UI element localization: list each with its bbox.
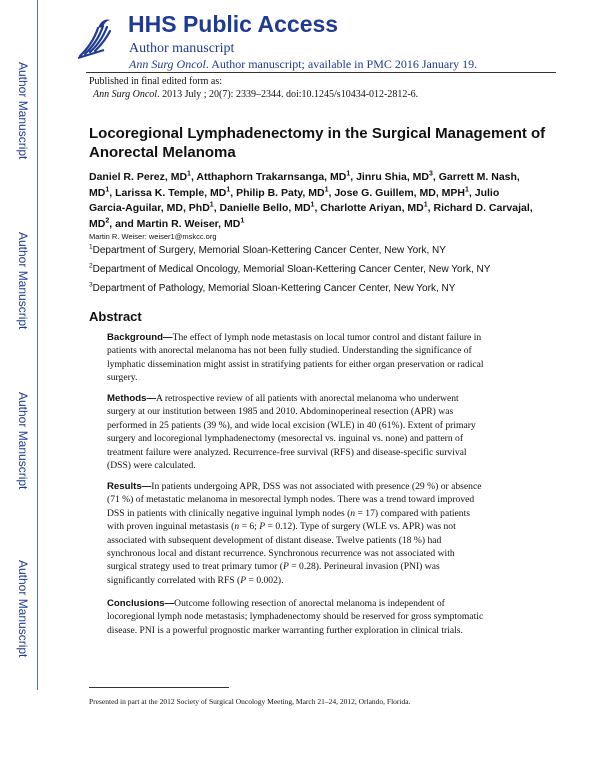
- text-run: MD: [89, 217, 106, 230]
- text-run: surgery.: [107, 372, 138, 384]
- footnote: Presented in part at the 2012 Society of Surgical Oncology Meeting, March 21–24, 2012, Orlando, Florida.: [89, 697, 411, 706]
- text-run: Outcome following resection of anorectal melanoma is independent of: [174, 598, 445, 609]
- italic-symbol: n: [350, 507, 356, 519]
- sidebar-author-manuscript-label: Author Manuscript: [16, 62, 30, 160]
- text-run: with proven inguinal metastasis (: [107, 521, 235, 533]
- affiliation-1: $^1$Department of Surgery, Memorial Sloan-Kettering Cancer Center, New York, NY: [89, 243, 446, 256]
- section-label: Results—: [107, 481, 152, 492]
- affiliation-2: $^2$Department of Medical Oncology, Memorial Sloan-Kettering Cancer Center, New York, NY: [89, 262, 491, 275]
- text-run: , Richard D. Carvajal,: [427, 202, 533, 214]
- text-run: surgery at our institution between 1985 and 2010. Abdominoperineal resection (APR) was: [107, 406, 454, 418]
- sidebar-divider: [37, 0, 38, 690]
- article-title-line: Locoregional Lymphadenectomy in the Surgical Management of: [89, 125, 546, 142]
- affiliation-superscript: 1: [240, 217, 245, 224]
- text-run: Garcia-Aguilar, MD, PhD: [89, 202, 210, 214]
- author-line: [89, 217, 564, 233]
- text-run: In patients undergoing APR, DSS was not associated with presence (29 %) or absence: [151, 481, 482, 492]
- sidebar-author-manuscript-label: Author Manuscript: [16, 232, 30, 330]
- affiliation-superscript: 1: [423, 201, 428, 209]
- italic-symbol: n: [234, 521, 240, 533]
- abstract-line: [107, 574, 557, 587]
- affiliation-superscript: 1: [346, 170, 351, 178]
- text-run: , Jose G. Guillem, MD, MPH: [328, 186, 466, 199]
- abstract-line: [107, 371, 557, 384]
- text-run: disease. PNI is a powerful prognostic marker warranting further exploration in clinical trials.: [107, 624, 463, 636]
- affiliation-superscript: 1: [324, 186, 329, 193]
- author-line: [89, 186, 564, 202]
- abstract-line: [107, 432, 557, 445]
- abstract-line: [107, 480, 557, 493]
- text-run: treatment failure were analyzed. Recurrence-free survival (RFS) and disease-specific survival: [107, 446, 467, 458]
- italic-symbol: P: [259, 521, 266, 533]
- journal-name: Ann Surg Oncol: [129, 57, 206, 71]
- text-run: performed in 25 patients (39 %), and wide local excision (WLE) in 40 (61%). Extent of primary: [107, 419, 476, 431]
- abstract-line: [107, 610, 557, 623]
- text-run: significantly correlated with RFS (: [107, 574, 241, 586]
- abstract-line: [107, 520, 557, 533]
- abstract-line: [107, 547, 557, 560]
- author-list: [89, 170, 564, 232]
- section-label: Conclusions—: [107, 598, 175, 609]
- text-run: , Philip B. Paty, MD: [230, 186, 325, 199]
- abstract-line: [107, 358, 557, 371]
- footnote-divider: [89, 687, 229, 688]
- affiliation-superscript: 1: [226, 186, 231, 193]
- text-run: locoregional lymph node metastasis; lymphadenectomy should be reserved for gross symptomatic: [107, 611, 484, 623]
- author-line: [89, 201, 564, 217]
- text-run: (DSS) were calculated.: [107, 459, 196, 471]
- abstract-line: [107, 459, 557, 472]
- journal-availability-line: [129, 57, 477, 72]
- affiliation-superscript: 1: [105, 186, 110, 193]
- text-run: surgery and locoregional lymphadenectomy (mesorectal vs. inguinal vs. none) and pattern of: [107, 433, 464, 445]
- abstract-line: [107, 534, 557, 547]
- text-run: = 6;: [239, 521, 260, 533]
- affiliation-3: $^3$Department of Pathology, Memorial Sloan-Kettering Cancer Center, New York, NY: [89, 281, 456, 294]
- text-run: , Charlotte Ariyan, MD: [314, 202, 424, 214]
- text-run: , Danielle Bello, MD: [213, 202, 311, 214]
- affiliation-superscript: 3: [429, 170, 433, 178]
- abstract-heading: Abstract: [89, 309, 142, 324]
- abstract-conclusions: [107, 597, 557, 637]
- section-label: Methods—: [107, 393, 157, 404]
- text-run: The effect of lymph node metastasis on local tumor control and distant failure in: [172, 332, 482, 343]
- text-run: = 0.12). Type of surgery (WLE vs. APR) was not: [265, 521, 456, 533]
- text-run: surgical strategy used to treat primary tumor (: [107, 561, 283, 573]
- abstract-line: [107, 331, 557, 344]
- sidebar-author-manuscript-label: Author Manuscript: [16, 392, 30, 490]
- text-run: lymphatic dissemination might assist in stratifying patients for either organ preservation or radical: [107, 358, 484, 370]
- text-run: associated with subsequent development of distant disease. Twelve patients (18 %) had: [107, 534, 442, 546]
- text-run: = 0.002).: [246, 574, 284, 586]
- text-run: patients with anorectal melanoma has not been fully studied. Understanding the significance of: [107, 345, 472, 357]
- text-run: synchronous local and distant recurrence. Synchronous recurrence was not associated with: [107, 547, 455, 559]
- text-run: , Garrett M. Nash,: [432, 171, 520, 183]
- affiliation-superscript: 1: [187, 170, 191, 178]
- corresponding-author-contact: Martin R. Weiser: weiser1@mskcc.org: [89, 232, 217, 241]
- text-run: A retrospective review of all patients with anorectal melanoma who underwent: [156, 393, 459, 404]
- text-run: , Larissa K. Temple, MD: [109, 186, 227, 199]
- text-run: = 0.28). Perineural invasion (PNI) was: [288, 561, 440, 573]
- affiliation-superscript: 1: [209, 201, 214, 209]
- abstract-line: [107, 493, 557, 506]
- text-run: , Jinru Shia, MD: [350, 171, 429, 183]
- section-label: Background—: [107, 332, 173, 343]
- text-run: = 17) compared with patients: [355, 507, 470, 519]
- text-run: , Atthaphorn Trakarnsanga, MD: [190, 171, 347, 183]
- hhs-eagle-logo-icon: [74, 14, 114, 60]
- italic-symbol: P: [282, 561, 289, 573]
- abstract-line: [107, 419, 557, 432]
- citation-details: . 2013 July ; 20(7): 2339–2344. doi:10.1245/s10434-012-2812-6.: [157, 89, 419, 100]
- abstract-results: [107, 480, 557, 587]
- abstract-line: [107, 392, 557, 405]
- abstract-line: [107, 597, 557, 610]
- abstract-background: [107, 331, 557, 385]
- author-line: [89, 170, 564, 186]
- abstract-line: [107, 344, 557, 357]
- hhs-public-access-title: HHS Public Access: [128, 11, 339, 37]
- citation-journal: Ann Surg Oncol: [93, 89, 158, 100]
- published-label: Published in final edited form as:: [89, 76, 223, 87]
- text-run: Daniel R. Perez, MD: [89, 171, 188, 183]
- text-run: , and Martin R. Weiser, MD: [109, 217, 241, 230]
- abstract-line: [107, 507, 557, 520]
- abstract-methods: [107, 392, 557, 472]
- italic-symbol: P: [240, 574, 247, 586]
- citation: [93, 89, 418, 100]
- header-divider: [86, 72, 556, 73]
- abstract-line: [107, 446, 557, 459]
- text-run: , Julio: [468, 186, 500, 199]
- abstract-line: [107, 560, 557, 573]
- affiliation-superscript: 1: [310, 201, 315, 209]
- article-title: [89, 124, 559, 162]
- text-run: MD: [89, 186, 106, 199]
- sidebar-author-manuscript-label: Author Manuscript: [16, 560, 30, 658]
- availability-text: . Author manuscript; available in PMC 2016 January 19.: [205, 57, 478, 71]
- text-run: DSS in patients with clinically negative inguinal lymph nodes (: [107, 507, 351, 519]
- text-run: (71 %) of metastatic melanoma in mesorectal lymph nodes. There was a trend toward improved: [107, 494, 475, 506]
- abstract-line: [107, 624, 557, 637]
- author-manuscript-subtitle: Author manuscript: [129, 41, 235, 56]
- affiliation-superscript: 2: [105, 217, 110, 224]
- article-title-line: Anorectal Melanoma: [89, 144, 236, 161]
- abstract-line: [107, 405, 557, 418]
- affiliation-superscript: 1: [465, 186, 469, 193]
